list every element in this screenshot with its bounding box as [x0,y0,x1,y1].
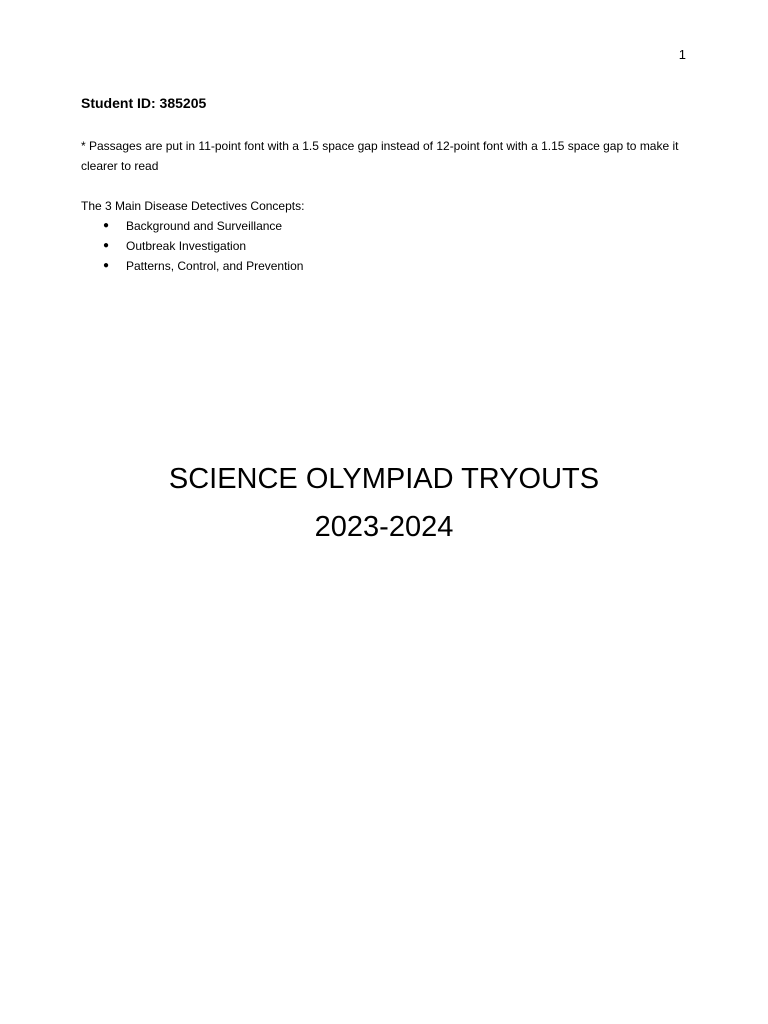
list-item [81,217,303,237]
list-item [81,237,303,257]
list-item [81,257,303,277]
page-number: 1 [678,47,686,62]
list-item-label: Outbreak Investigation [126,239,247,253]
concepts-heading: The 3 Main Disease Detectives Concepts: [81,199,305,213]
concepts-list [81,217,303,277]
student-id: Student ID: 385205 [81,95,207,111]
list-item-label: Background and Surveillance [126,219,283,233]
bullet-icon: ● [103,220,110,231]
document-title: SCIENCE OLYMPIAD TRYOUTS [168,463,600,495]
bullet-icon: ● [103,240,110,251]
list-item-label: Patterns, Control, and Prevention [126,259,304,273]
document-year: 2023-2024 [314,511,454,543]
bullet-icon: ● [103,260,110,271]
formatting-note: * Passages are put in 11-point font with a 1.5 space gap instead of 12-point font with a 1.15 space gap to make it clearer to read [81,139,679,173]
